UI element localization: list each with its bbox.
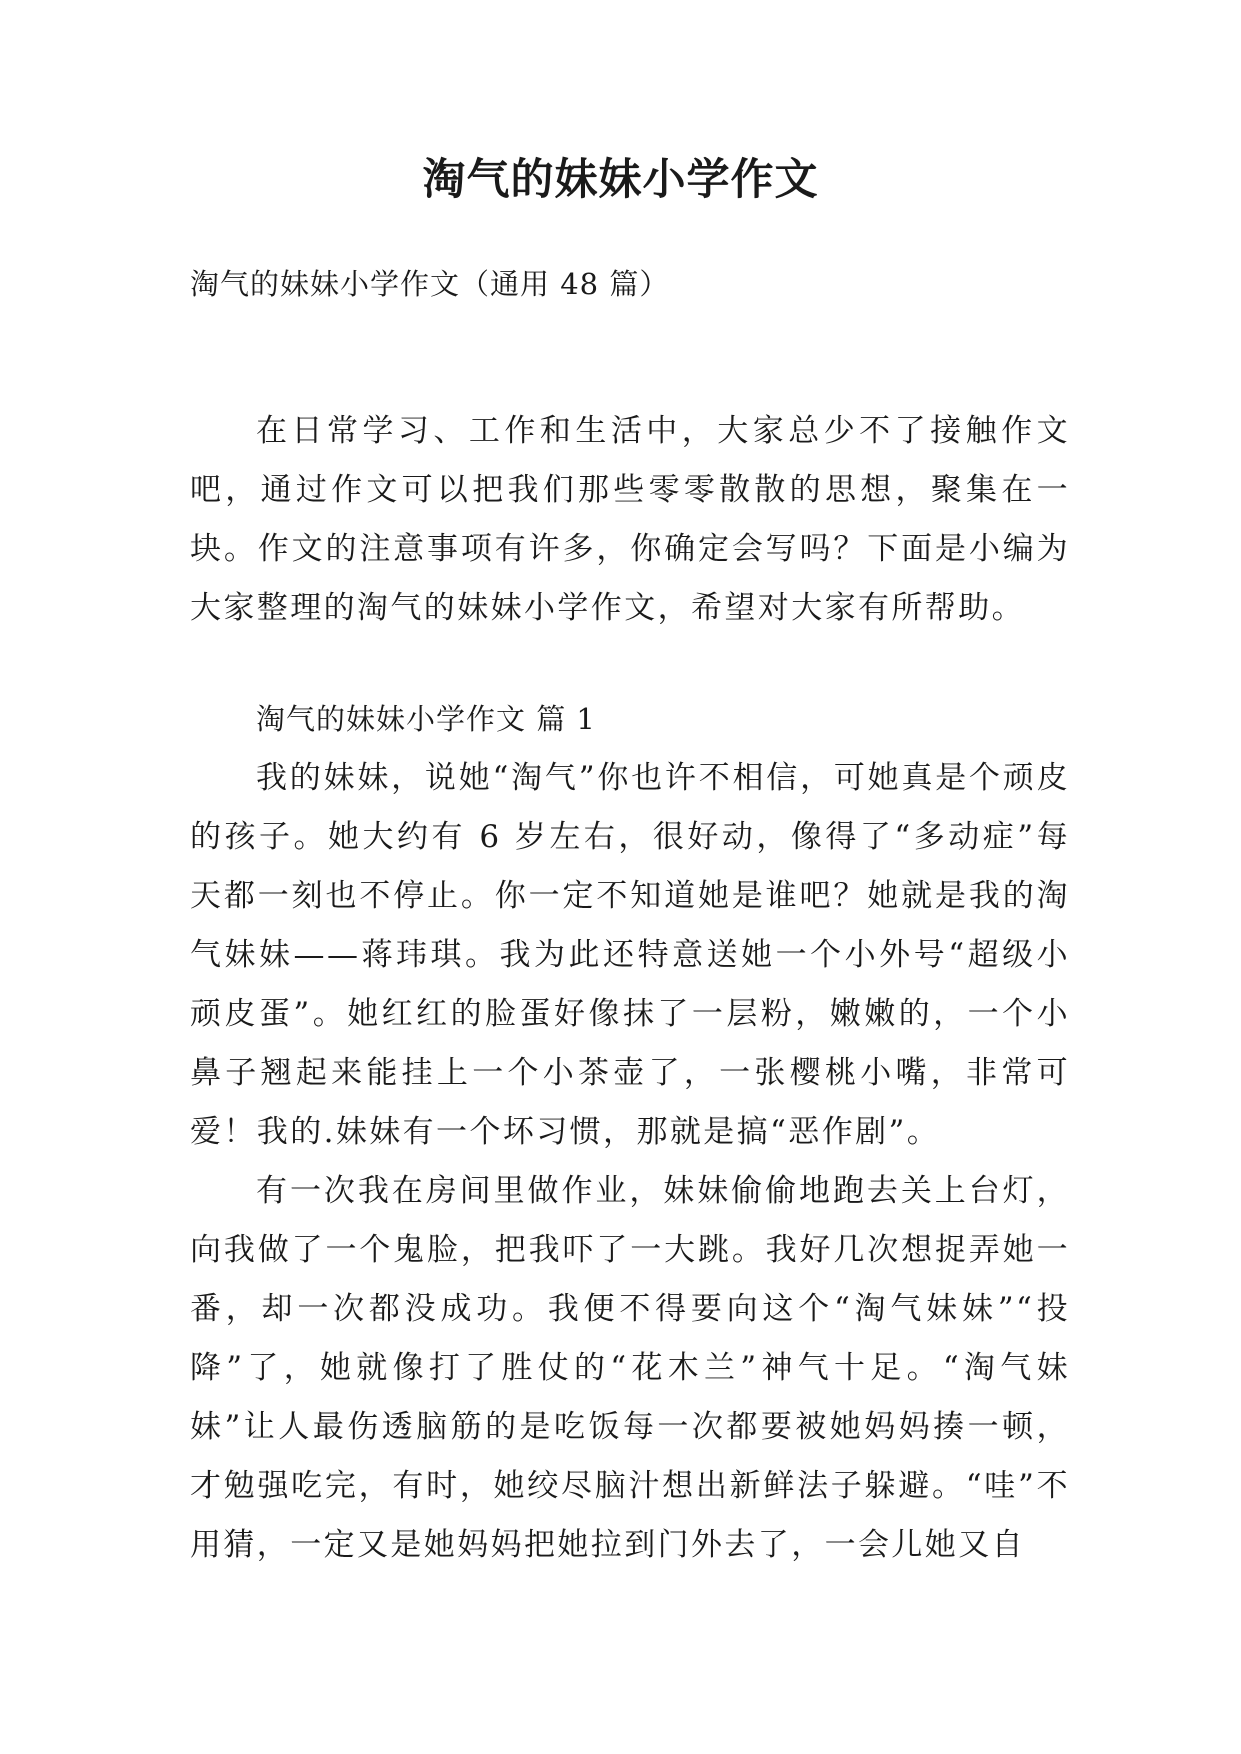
intro-block [190, 402, 1070, 638]
document-subtitle: 淘气的妹妹小学作文（通用 48 篇） [190, 267, 670, 301]
essay-paragraph-1: 我的妹妹，说她“淘气”你也许不相信，可她真是个顽皮的孩子。她大约有 6 岁左右，很好动，像得了“多动症”每天都一刻也不停止。你一定不知道她是谁吧？她就是我的淘气妹妹——蒋玮琪。我为此还特意送她一个小外号“超级小顽皮蛋”。她红红的脸蛋好像抹了一层粉，嫩嫩的，一个小鼻子翘起来能挂上一个小茶壶了，一张樱桃小嘴，非常可爱！我的.妹妹有一个坏习惯，那就是搞“恶作剧”。 [190, 760, 1070, 1150]
intro-paragraph: 在日常学习、工作和生活中，大家总少不了接触作文吧，通过作文可以把我们那些零零散散的思想，聚集在一块。作文的注意事项有许多，你确定会写吗？下面是小编为大家整理的淘气的妹妹小学作文，希望对大家有所帮助。 [190, 413, 1070, 626]
document-title: 淘气的妹妹小学作文 [422, 155, 819, 205]
essay-paragraph-2: 有一次我在房间里做作业，妹妹偷偷地跑去关上台灯，向我做了一个鬼脸，把我吓了一大跳。我好几次想捉弄她一番，却一次都没成功。我便不得要向这个“淘气妹妹”“投降”了，她就像打了胜仗的“花木兰”神气十足。“淘气妹妹”让人最伤透脑筋的是吃饭每一次都要被她妈妈揍一顿，才勉强吃完，有时，她绞尽脑汁想出新鲜法子躲避。“哇”不用猜，一定又是她妈妈把她拉到门外去了，一会儿她又自 [190, 1173, 1070, 1563]
section-heading: 淘气的妹妹小学作文 篇 1 [256, 702, 596, 736]
essay-block [190, 690, 1070, 1575]
